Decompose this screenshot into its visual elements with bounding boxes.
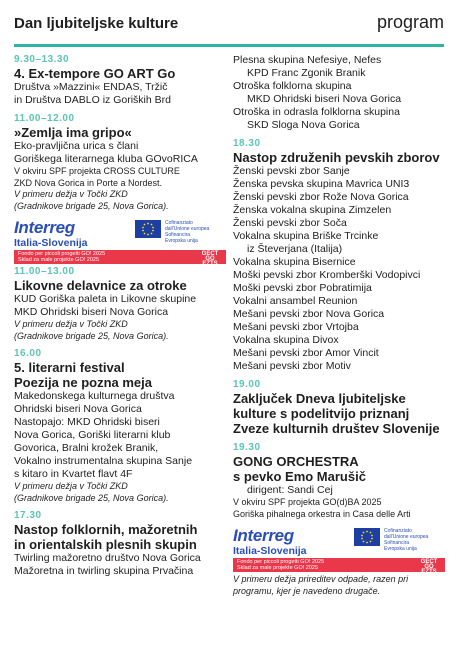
choir-item: Mešani pevski zbor Nova Gorica — [233, 308, 385, 320]
fund-bar — [233, 558, 445, 575]
eu-line: dall'Unione europea — [384, 534, 429, 540]
event-time: 18.30 — [233, 138, 261, 149]
event-time: 9.30–13.30 — [14, 54, 70, 65]
event-folklorne-skupine — [14, 510, 226, 578]
choir-item: Vokalna skupina Bisernice — [233, 256, 356, 268]
program-label: program — [376, 12, 444, 32]
event-line: dirigent: Sandi Cej — [247, 484, 333, 496]
eu-line: Sofinancira — [165, 232, 191, 238]
event-line: MKD Ohridski biseri Nova Gorica — [14, 306, 169, 318]
event-time: 19.30 — [233, 442, 261, 453]
fund-line: Fondo per piccoli progetti GO! 2025 — [18, 251, 106, 257]
eu-cofunding-text — [165, 220, 225, 244]
gect-go-logo: GECT GO EZTS — [420, 559, 438, 575]
rain-note: (Gradnikove brigade 25, Nova Gorica). — [14, 200, 169, 211]
event-zemlja-ima-gripo — [14, 113, 226, 212]
rain-note: programu, kjer je navedeno drugače. — [233, 585, 381, 596]
choir-item: Ženski pevski zbor Soča — [233, 217, 347, 229]
eu-flag-icon — [135, 220, 161, 238]
event-time: 16.00 — [14, 348, 42, 359]
event-continuation — [233, 54, 448, 132]
choir-item: Ženska pevska skupina Mavrica UNI3 — [233, 178, 410, 190]
choir-item: Mešani pevski zbor Motiv — [233, 360, 351, 372]
event-line: s kitaro in Kvartet flavt 4F — [14, 468, 133, 480]
event-title: Poezija ne pozna meja — [14, 375, 152, 390]
event-likovne-delavnice — [14, 266, 226, 342]
event-line: Govorica, Bralni krožek Branik, — [14, 442, 159, 454]
choir-item: Ženski pevski zbor Sanje — [233, 165, 350, 177]
eu-line: dall'Unione europea — [165, 226, 210, 232]
rain-note: V primeru dežja v Točki ZKD — [14, 481, 128, 491]
event-line: in Društva DABLO iz Goriških Brd — [14, 94, 171, 106]
choir-item: Mešani pevski zbor Vrtojba — [233, 321, 359, 333]
event-literarni-festival — [14, 348, 226, 504]
choir-item: Moški pevski zbor Kromberški Vodopivci — [233, 269, 421, 281]
event-time: 17.30 — [14, 510, 42, 521]
right-column — [233, 54, 448, 603]
rain-note: V primeru dežja v Točki ZKD — [14, 319, 128, 329]
fund-line: Sklad za male projekte GO! 2025 — [18, 257, 100, 264]
project-note: V okviru SPF projekta GO(d)BA 2025 — [233, 497, 382, 507]
choir-item: Mešani pevski zbor Amor Vincit — [233, 347, 379, 359]
event-zakljucek — [233, 379, 448, 436]
event-line: Makedonskega kulturnega društva — [14, 390, 175, 402]
event-line: Otroška folklorna skupina — [233, 80, 352, 92]
footer-note — [233, 574, 448, 597]
fund-text — [18, 251, 105, 263]
choir-item: Vokalna skupina Briške Trcinke — [233, 230, 379, 242]
rain-note: V primeru dežja prireditev odpade, razen pri — [233, 574, 409, 584]
event-line: Otroška in odrasla folklorna skupina — [233, 106, 400, 118]
event-line: Ohridski biseri Nova Gorica — [14, 403, 142, 415]
event-title: Zaključek Dneva ljubiteljske — [233, 391, 406, 406]
event-title: in orientalskih plesnih skupin — [14, 537, 197, 552]
eu-cofunding-text — [384, 528, 444, 552]
event-line: Goriškega literarnega kluba GOvoRICA — [14, 153, 198, 165]
choir-item: Vokalni ansambel Reunion — [233, 295, 358, 307]
eu-line: Cofinanziato — [165, 220, 193, 226]
project-note: V okviru SPF projekta CROSS CULTURE — [14, 166, 180, 176]
event-title: »Zemlja ima gripo« — [14, 125, 132, 140]
interreg-banner — [14, 218, 226, 267]
choir-item: Vokalna skupina Divox — [233, 334, 339, 346]
interreg-subtitle: Italia-Slovenija — [14, 237, 88, 249]
event-line: Mažoretna in twirling skupina Prvačina — [14, 565, 194, 577]
eu-line: Evropska unija — [384, 546, 417, 552]
rain-note: (Gradnikove brigade 25, Nova Gorica). — [14, 492, 169, 503]
choir-item: Moški pevski zbor Pobratimija — [233, 282, 372, 294]
interreg-logo: Interreg — [233, 526, 294, 545]
fund-text — [237, 559, 324, 571]
event-ex-tempore — [14, 54, 226, 107]
event-line: Twirling mažoretno društvo Nova Gorica — [14, 552, 201, 564]
fund-bar — [14, 250, 226, 267]
interreg-banner — [233, 526, 445, 575]
eu-line: Cofinanziato — [384, 528, 412, 534]
event-title: Zveze kulturnih društev Slovenije — [233, 421, 440, 436]
event-title: 4. Ex-tempore GO ART Go — [14, 66, 176, 81]
event-title: 5. literarni festival — [14, 360, 125, 375]
event-line: Vokalno instrumentalna skupina Sanje — [14, 455, 193, 467]
page-header — [14, 8, 444, 38]
event-time: 11.00–12.00 — [14, 113, 75, 124]
event-line: KUD Goriška paleta in Likovne skupine — [14, 293, 197, 305]
rain-note: (Gradnikove brigade 25, Nova Gorica). — [14, 330, 169, 341]
event-line: MKD Ohridski biseri Nova Gorica — [247, 93, 402, 105]
event-title: GONG ORCHESTRA — [233, 454, 359, 469]
interreg-logo: Interreg — [14, 218, 75, 237]
event-time: 19.00 — [233, 379, 261, 390]
event-title: s pevko Emo Marušič — [233, 469, 366, 484]
interreg-subtitle: Italia-Slovenija — [233, 545, 307, 557]
fund-line: Sklad za male projekte GO! 2025 — [237, 565, 319, 572]
choir-item: iz Števerjana (Italija) — [247, 243, 343, 255]
event-title: Nastop folklornih, mažoretnih — [14, 522, 198, 537]
left-column — [14, 54, 226, 584]
fund-line: Fondo per piccoli progetti GO! 2025 — [237, 559, 325, 565]
rain-note: V primeru dežja v Točki ZKD — [14, 189, 128, 199]
project-note: ZKD Nova Gorica in Porte a Nordest. — [14, 177, 163, 188]
event-line: Plesna skupina Nefesiye, Nefes — [233, 54, 382, 66]
event-line: Nastopajo: MKD Ohridski biseri — [14, 416, 160, 428]
choir-item: Ženski pevski zbor Rože Nova Gorica — [233, 191, 409, 203]
eu-flag-icon — [354, 528, 380, 546]
gect-go-logo: GECT GO EZTS — [201, 251, 219, 267]
page-title: Dan ljubiteljske kulture — [14, 15, 179, 32]
event-line: Eko-pravljična urica s člani — [14, 140, 139, 152]
event-pevski-zbori — [233, 138, 448, 373]
event-line: SKD Sloga Nova Gorica — [247, 119, 360, 131]
event-line: Društva »Mazzini« ENDAS, Tržič — [14, 81, 168, 93]
event-title: Nastop združenih pevskih zborov — [233, 150, 440, 165]
event-line: Nova Gorica, Goriški literarni klub — [14, 429, 171, 441]
eu-line: Sofinancira — [384, 540, 410, 546]
event-title: kulture s podelitvijo priznanj — [233, 406, 410, 421]
choir-item: Ženska vokalna skupina Zimzelen — [233, 204, 392, 216]
header-divider — [14, 44, 444, 47]
event-time: 11.00–13.00 — [14, 266, 75, 277]
eu-line: Evropska unija — [165, 238, 198, 244]
event-gong-orchestra — [233, 442, 448, 520]
event-title: Likovne delavnice za otroke — [14, 278, 187, 293]
event-line: KPD Franc Zgonik Branik — [247, 67, 366, 79]
project-note: Goriška pihalnega orkestra in Casa delle Arti — [233, 508, 411, 519]
